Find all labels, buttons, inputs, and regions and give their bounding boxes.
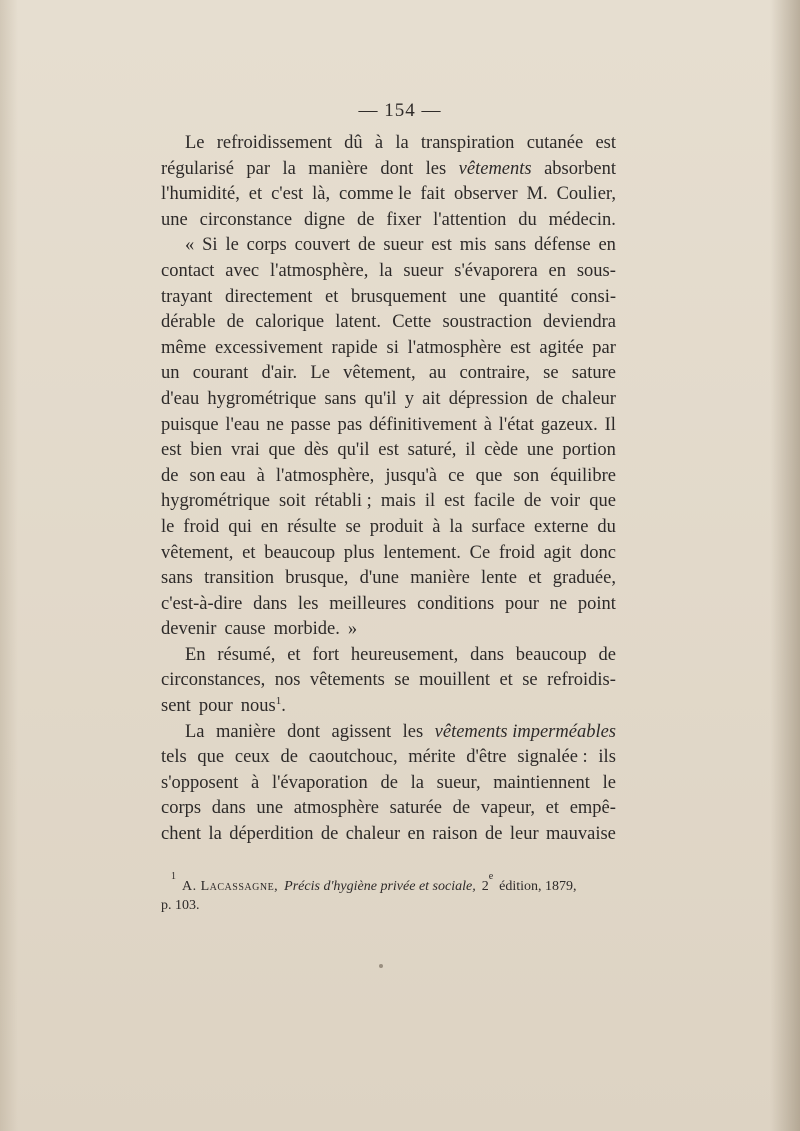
word: est [161,440,182,461]
word: rapide [331,337,378,358]
text-line [161,489,616,515]
word: et [499,670,513,691]
text-line [161,208,616,234]
text-line [161,771,616,797]
word: portion [562,440,616,461]
word: brusquement [350,286,447,307]
word: quantité [498,286,559,307]
word: contraire, [459,363,530,384]
word: son [513,465,540,486]
word: défense [534,235,591,256]
word: morbide. [273,619,340,640]
word: voir [550,491,581,512]
footnote-page: p. 103. [161,898,200,913]
word: atmosphère [293,798,379,819]
word: nos [274,670,301,691]
word: résulte [287,516,337,537]
word: pour [198,696,233,717]
word: calorique [255,312,325,333]
word: corps [246,235,287,256]
word: circonstances, [161,670,266,691]
word: fait [420,184,446,205]
word: saturé, [407,440,457,461]
footnote-line [161,871,616,896]
word: sueur, [436,772,481,793]
word: d'une [359,568,399,589]
word: que [589,491,616,512]
word: une [161,209,188,230]
word: circonstance [199,209,293,230]
word: Ce [469,542,491,563]
word: saturée [389,798,443,819]
word: l'atmosphère, [275,465,375,486]
word: ceux [234,747,270,768]
word: un [161,363,180,384]
word: y [404,388,414,409]
word: son eau [189,465,246,486]
word: avec [225,260,260,281]
word: par [246,158,271,179]
word: manière [410,568,470,589]
word: directement [225,286,313,307]
word: mouillent [419,670,491,691]
word: dans [253,593,288,614]
word: se [522,670,538,691]
text-line [161,285,616,311]
word: agitée [539,337,584,358]
word: sans [494,235,527,256]
word: chent [161,824,202,845]
word: de [535,388,554,409]
word: fort [312,644,340,665]
word: il [424,491,436,512]
word: en [407,824,426,845]
footnote-title: Précis d'hygiène privée et sociale, [284,879,476,894]
word: leur [509,824,539,845]
word: ait [422,388,441,409]
word: équilibre [550,465,616,486]
word: d'air. [261,363,298,384]
word: heureusement, [350,644,459,665]
word: hygrométrique [161,491,270,512]
word: meilleures [329,593,407,614]
text-line [161,259,616,285]
word: cutanée [526,133,584,153]
word: à [256,465,265,486]
page-number: — 154 — [358,100,442,121]
text-line [161,438,616,464]
word: l'atmosphère [407,337,502,358]
word: que [475,465,503,486]
text-line [161,720,616,746]
word: excessivement [214,337,323,358]
word: de [485,824,503,845]
word: une [256,798,284,819]
text-line [161,336,616,362]
word: agit [543,542,572,563]
word: la [282,158,296,179]
word: raison [432,824,478,845]
paper-speck [379,964,383,968]
word: à [432,516,441,537]
word: mis [459,235,487,256]
word: maintiennent [493,772,590,793]
text-line [161,310,616,336]
word: c'est-à-dire [161,593,243,614]
word: froid [498,542,535,563]
word: mais [380,491,416,512]
word: refroidis- [547,670,616,691]
word: du [597,516,616,537]
word: le [161,516,175,537]
word: qui [228,516,252,537]
word: vapeur, [480,798,536,819]
word: devenir [161,619,217,640]
word: est [444,491,465,512]
word: se [543,363,559,384]
text-line [161,617,616,643]
word: En [185,644,206,665]
word: régularisé [161,158,234,179]
footnote-edition: 2e [481,871,494,894]
word: du [518,209,537,230]
text-line [161,822,616,848]
word: pour [504,593,539,614]
word: dont [287,721,320,742]
word: Le [310,363,330,384]
word: transition [204,568,274,589]
word: est [595,133,616,153]
footnote-ref-suffix: . [281,696,286,717]
word: à [251,772,260,793]
footnote-edition-rest: édition, 1879, [499,879,577,894]
word: une [526,440,554,461]
word: vrai [230,440,260,461]
footnote-number: 1 [171,871,176,882]
word: là, [312,184,331,205]
word: mérite [408,747,456,768]
word: beaucoup [264,542,336,563]
word: lente [481,568,517,589]
word: s'opposent [161,772,239,793]
text-line [161,233,616,259]
word: dépression [448,388,528,409]
text-line [161,413,616,439]
word: sent [161,696,191,717]
word: que [197,747,225,768]
word: et [545,798,560,819]
word: mauvaise [546,824,616,845]
word: pas [337,414,363,435]
word: conditions [417,593,495,614]
text-line [161,796,616,822]
word: sous- [576,260,616,281]
word: ne [266,414,284,435]
word: courant [192,363,249,384]
word: de [356,209,375,230]
word: de [320,824,339,845]
word: deviendra [543,312,616,333]
word: à [483,414,492,435]
word: chaleur [561,388,616,409]
word: observer [453,184,518,205]
word: facile [473,491,515,512]
word: « [185,235,195,256]
word: médecin. [548,209,616,230]
word: Le [185,133,205,153]
word: consi- [570,286,616,307]
word: la [410,772,424,793]
word: produit [369,516,424,537]
word: absorbent [544,158,616,179]
text-line [161,515,616,541]
text-line [161,668,616,694]
word: surface [471,516,526,537]
word: vêtement, [161,542,234,563]
word: Si [202,235,218,256]
text-line [161,694,616,720]
word: manière [216,721,276,742]
word: vêtements [458,158,532,179]
word: en [548,260,567,281]
word: passe [290,414,331,435]
word: une [459,286,486,307]
word: transpiration [420,133,515,153]
word: l'eau [225,414,260,435]
word: rétabli ; [314,491,372,512]
word: dans [470,644,504,665]
word: contact [161,260,215,281]
word: est [510,337,531,358]
word: beaucoup [515,644,587,665]
word: et [528,568,542,589]
word: le [602,772,616,793]
word: définitivement [369,414,477,435]
word: sueur [403,260,444,281]
word: manière [308,158,368,179]
word: se [345,516,361,537]
word: lentement. [383,542,461,563]
word: l'atmosphère, [269,260,369,281]
word: fixer [386,209,422,230]
word: la [395,133,409,153]
word: au [428,363,447,384]
word: le [225,235,239,256]
word: brusque, [285,568,349,589]
word: ne [549,593,568,614]
word: à [374,133,384,153]
word: soustraction [442,312,532,333]
word: la [449,516,463,537]
word: s'évaporera [454,260,538,281]
word: les [297,593,319,614]
word: vêtements imperméables [434,721,616,742]
word: chaleur [345,824,401,845]
word: l'état [498,414,534,435]
word: et [324,286,339,307]
word: de [523,491,542,512]
word: l'humidité, [161,184,240,205]
word: bien [190,440,223,461]
word: sueur [383,235,424,256]
word: cède [484,440,519,461]
word: et [248,184,263,205]
word: gazeux. [540,414,598,435]
word: sans [161,568,193,589]
word: La [185,721,205,742]
word: vêtement, [343,363,416,384]
word: froid [183,516,220,537]
word: refroidissement [216,133,332,153]
word: caoutchouc, [308,747,398,768]
word: Cette [392,312,432,333]
footnote [161,871,616,915]
word: jusqu'à [385,465,438,486]
word: qu'il [364,388,397,409]
word: dont [380,158,414,179]
text-line [161,464,616,490]
word: de [452,798,471,819]
word: Il [604,414,616,435]
word: de [380,772,398,793]
word: agissent [331,721,392,742]
word: il [465,440,476,461]
word: se [394,670,410,691]
word: en [260,516,279,537]
word: comme le [339,184,412,205]
word: Coulier, [556,184,616,205]
footnote-ref: 1 [275,694,282,707]
word: qu'il [337,440,370,461]
text-line [161,387,616,413]
text-line [161,131,616,157]
word: M. [526,184,548,205]
word: l'attention [433,209,507,230]
word: cause [224,619,266,640]
word: même [161,337,207,358]
word: nous$^1$. [240,694,286,717]
word: corps [161,798,202,819]
text-line [161,745,616,771]
word: point [577,593,616,614]
word: » [347,619,358,640]
text-line [161,157,616,183]
word: ils [598,747,616,768]
word: dans [211,798,246,819]
word: déperdition [229,824,314,845]
word: les [425,158,447,179]
word: la [208,824,222,845]
footnote-author: A. Lacassagne, [182,879,279,894]
text-line [161,643,616,669]
word: soit [278,491,306,512]
word: si [386,337,399,358]
word: est [378,440,399,461]
body-text [161,131,616,848]
text-line [161,182,616,208]
word: puisque [161,414,219,435]
word: vêtements [309,670,385,691]
word: en [598,235,616,256]
word: sature [571,363,616,384]
text-line [161,592,616,618]
word: graduée, [552,568,616,589]
word: c'est [271,184,304,205]
word: couvert [294,235,351,256]
word: par [592,337,616,358]
word: de [357,235,376,256]
word: sans [324,388,357,409]
word: trayant [161,286,213,307]
word: empê- [569,798,616,819]
word: d'être [466,747,507,768]
word: la [379,260,393,281]
text-line [161,541,616,567]
word: dès [303,440,329,461]
word: de [161,465,179,486]
word: tels [161,747,187,768]
word: d'eau [161,388,200,409]
word: dérable [161,312,216,333]
text-line [161,566,616,592]
word: l'évaporation [271,772,368,793]
word: digne [303,209,346,230]
word: externe [533,516,589,537]
word: donc [580,542,616,563]
word: est [431,235,452,256]
word: les [402,721,424,742]
word: et [287,644,301,665]
word: de [226,312,245,333]
word: de [598,644,616,665]
word: hygrométrique [207,388,317,409]
word: latent. [335,312,382,333]
word: résumé, [217,644,276,665]
word: que [268,440,296,461]
text-line [161,361,616,387]
word: plus [343,542,375,563]
word: de [280,747,298,768]
word: et [242,542,256,563]
word: ce [448,465,465,486]
word: signalée : [517,747,588,768]
word: dû [344,133,363,153]
